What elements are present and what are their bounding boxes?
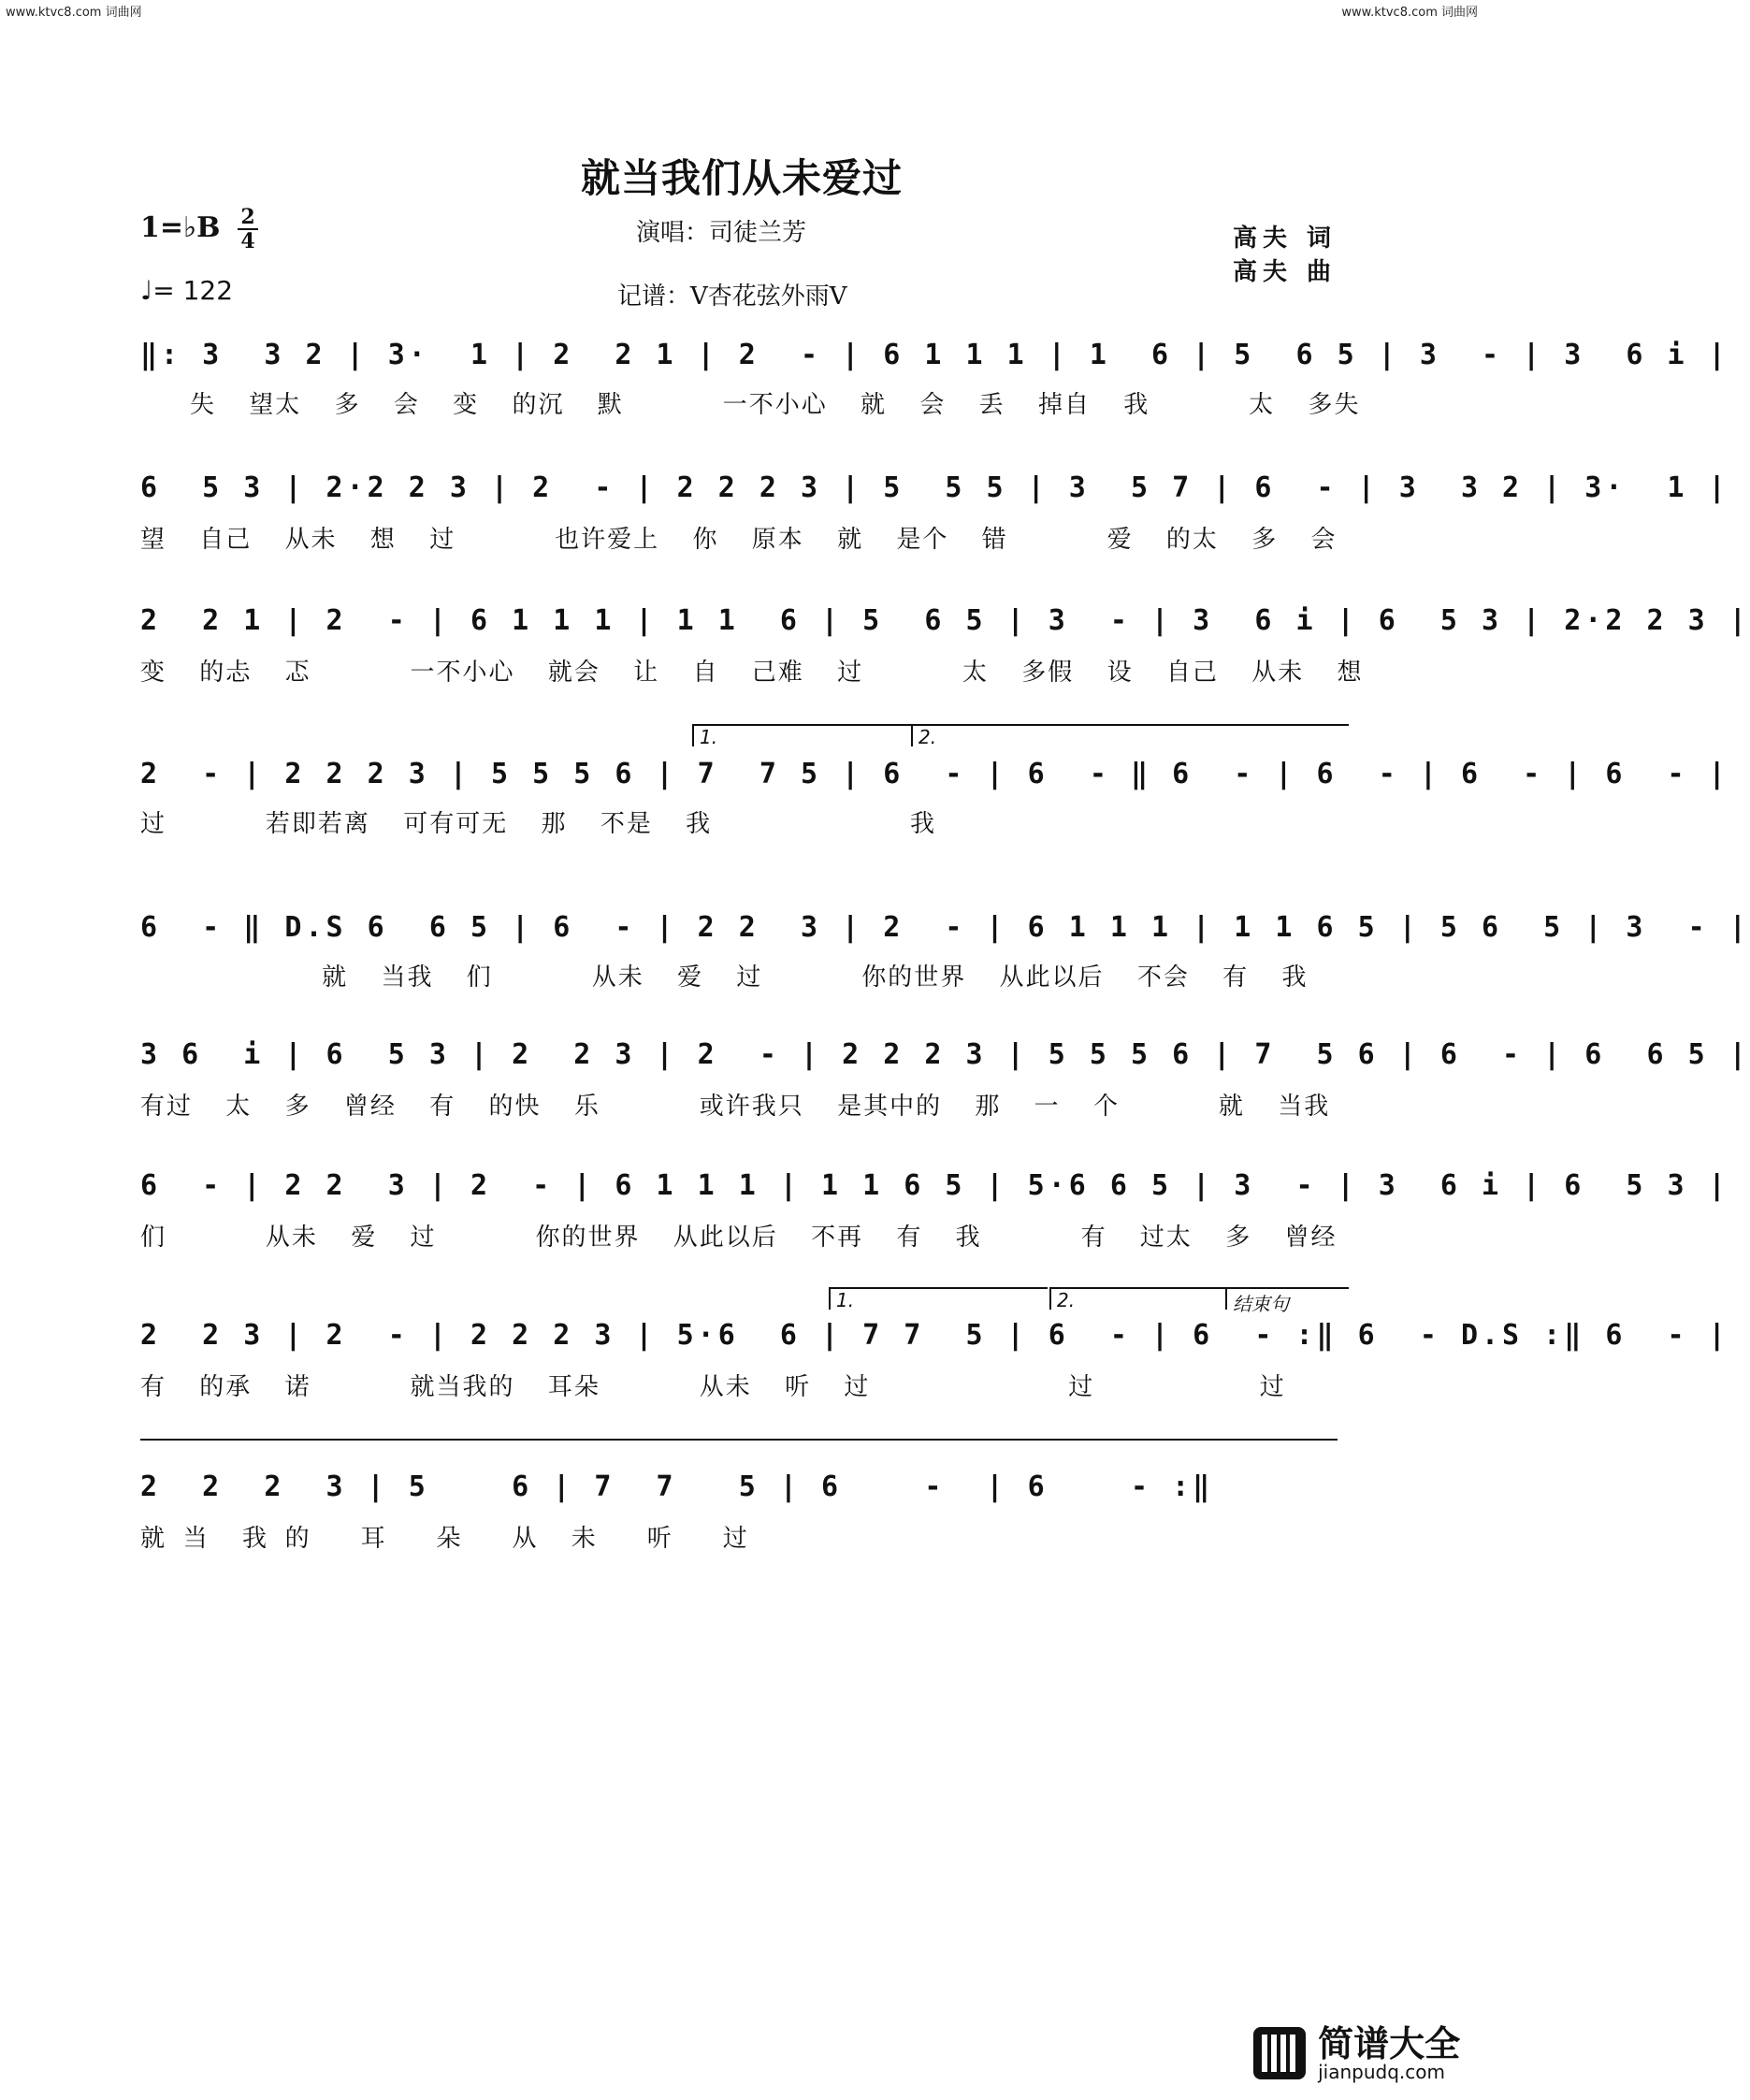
score-row-9-lyrics: 就 当 我 的 耳 朵 从 未 听 过 bbox=[140, 1525, 749, 1553]
header-link-right[interactable]: www.ktvc8.com 词曲网 bbox=[1341, 6, 1478, 20]
piano-keys-icon bbox=[1253, 2027, 1306, 2079]
time-signature bbox=[238, 206, 258, 253]
score-row-3-lyrics: 变 的忐 忑 一不小心 就会 让 自 己难 过 太 多假 设 自己 从未 想 bbox=[140, 659, 1364, 687]
volta-ending-phrase: 结束句 bbox=[1225, 1287, 1349, 1310]
singer-credit: 演唱：司徒兰芳 bbox=[636, 219, 807, 247]
logo-name: 简谱大全 bbox=[1318, 2023, 1461, 2064]
header-link-left[interactable]: www.ktvc8.com 词曲网 bbox=[6, 6, 142, 20]
score-row-5-lyrics: 就 当我 们 从未 爱 过 你的世界 从此以后 不会 有 我 bbox=[140, 963, 1309, 992]
time-signature-top: 2 bbox=[240, 205, 255, 229]
key-signature: 1=♭B bbox=[140, 211, 221, 244]
score-row-1-notes: ‖: 3 3 2 | 3· 1 | 2 2 1 | 2 - | 6 1 1 1 | 1 6 | 5 6 5 | 3 - | 3 6 i | bbox=[140, 339, 1729, 371]
transcriber-credit: 记谱：V杏花弦外雨V bbox=[617, 282, 847, 311]
composer-credit: 高夫 曲 bbox=[1233, 258, 1338, 286]
score-row-3-notes: 2 2 1 | 2 - | 6 1 1 1 | 1 1 6 | 5 6 5 | 3 - | 3 6 i | 6 5 3 | 2·2 2 3 | bbox=[140, 604, 1750, 637]
volta-second-ending: 2. bbox=[911, 724, 1349, 746]
score-row-1-lyrics: 失 望太 多 会 变 的沉 默 一不小心 就 会 丢 掉自 我 太 多失 bbox=[140, 391, 1361, 419]
coda-bracket-line bbox=[140, 1439, 1338, 1441]
score-row-2-lyrics: 望 自己 从未 想 过 也许爱上 你 原本 就 是个 错 爱 的太 多 会 bbox=[140, 526, 1338, 554]
score-row-2-notes: 6 5 3 | 2·2 2 3 | 2 - | 2 2 2 3 | 5 5 5 | 3 5 7 | 6 - | 3 3 2 | 3· 1 | bbox=[140, 471, 1729, 504]
volta-first-ending: 1. bbox=[692, 724, 913, 746]
time-signature-bottom: 4 bbox=[238, 228, 258, 253]
volta-second-ending-2: 2. bbox=[1049, 1287, 1227, 1310]
volta-first-ending-2: 1. bbox=[829, 1287, 1048, 1310]
score-row-8-lyrics: 有 的承 诺 就当我的 耳朵 从未 听 过 过 过 bbox=[140, 1373, 1286, 1401]
score-row-5-notes: 6 - ‖ D.S 6 6 5 | 6 - | 2 2 3 | 2 - | 6 1 1 1 | 1 1 6 5 | 5 6 5 | 3 - | bbox=[140, 911, 1750, 944]
logo-url: jianpudq.com bbox=[1318, 2061, 1445, 2083]
score-row-8-notes: 2 2 3 | 2 - | 2 2 2 3 | 5·6 6 | 7 7 5 | 6 - | 6 - :‖ 6 - D.S :‖ 6 - | bbox=[140, 1319, 1729, 1352]
site-logo[interactable] bbox=[1253, 2025, 1460, 2081]
score-row-6-notes: 3 6 i | 6 5 3 | 2 2 3 | 2 - | 2 2 2 3 | 5 5 5 6 | 7 5 6 | 6 - | 6 6 5 | bbox=[140, 1038, 1750, 1071]
score-row-7-notes: 6 - | 2 2 3 | 2 - | 6 1 1 1 | 1 1 6 5 | 5·6 6 5 | 3 - | 3 6 i | 6 5 3 | bbox=[140, 1169, 1729, 1202]
score-row-4-lyrics: 过 若即若离 可有可无 那 不是 我 我 bbox=[140, 810, 936, 838]
score-row-9-notes: 2 2 2 3 | 5 6 | 7 7 5 | 6 - | 6 - :‖ bbox=[140, 1470, 1214, 1503]
tempo-marking: ♩= 122 bbox=[140, 275, 234, 306]
logo-text bbox=[1318, 2025, 1460, 2081]
score-row-6-lyrics: 有过 太 多 曾经 有 的快 乐 或许我只 是其中的 那 一 个 就 当我 bbox=[140, 1093, 1331, 1121]
score-row-4-notes: 2 - | 2 2 2 3 | 5 5 5 6 | 7 7 5 | 6 - | 6 - ‖ 6 - | 6 - | 6 - | 6 - | bbox=[140, 758, 1729, 790]
score-row-7-lyrics: 们 从未 爱 过 你的世界 从此以后 不再 有 我 有 过太 多 曾经 bbox=[140, 1224, 1338, 1252]
lyricist-credit: 高夫 词 bbox=[1233, 224, 1338, 253]
song-title: 就当我们从未爱过 bbox=[580, 155, 903, 201]
